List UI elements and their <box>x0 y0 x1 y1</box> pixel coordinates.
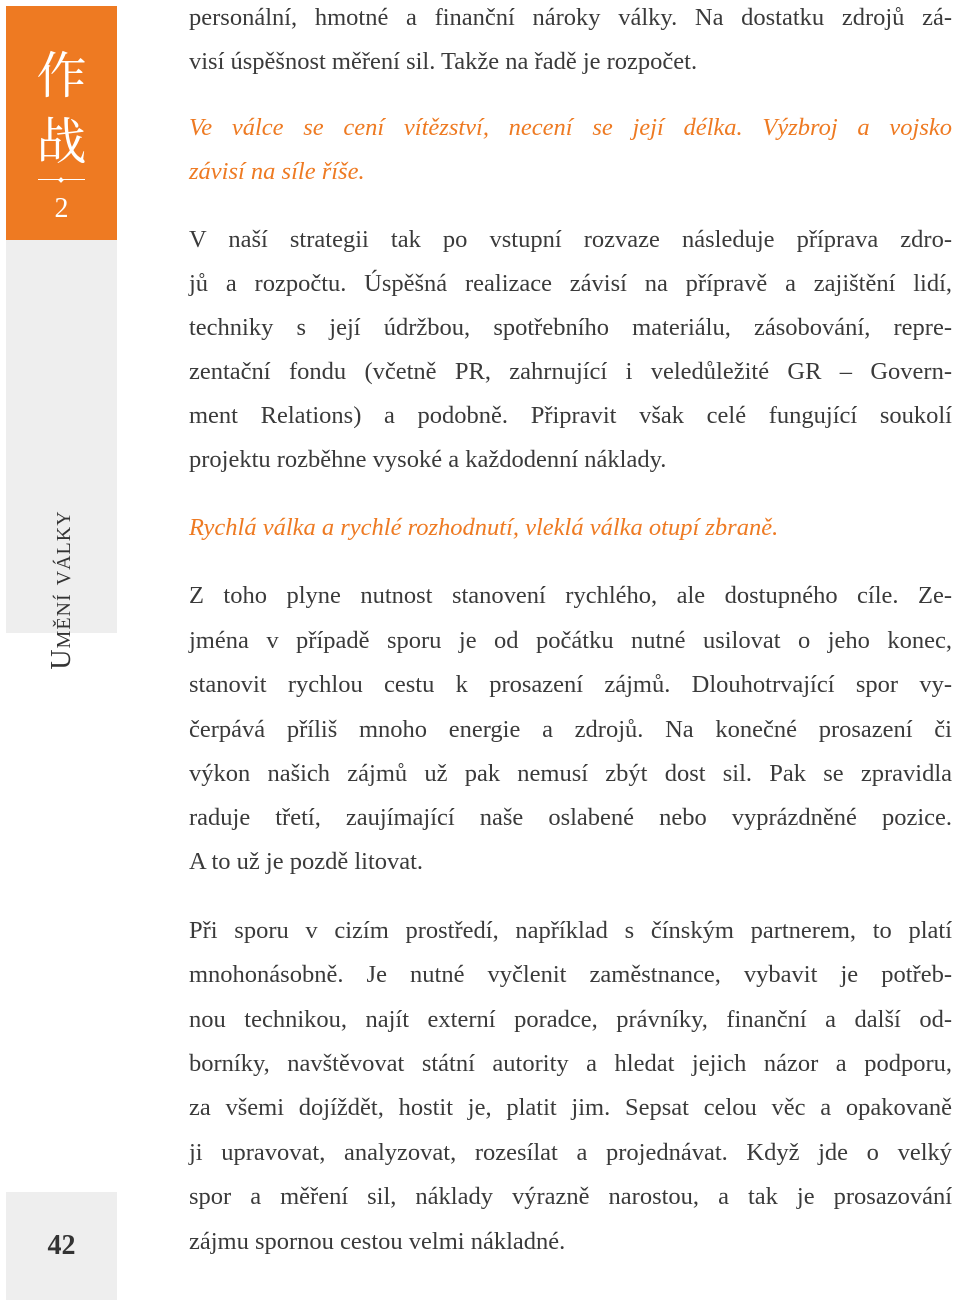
text-line: V naší strategii tak po vstupní rozvaze následuje příprava zdro- <box>189 226 952 253</box>
text-line: jména v případě sporu je od počátku nutné usilovat o jeho konec, <box>189 627 952 654</box>
text-line: raduje třetí, zaujímající naše oslabené nebo vyprázdněné pozice. <box>189 804 952 831</box>
chapter-kanji-1: 作 <box>36 47 87 105</box>
text-line: ment Relations) a podobně. Připravit však celé fungující soukolí <box>189 402 952 429</box>
text-line: personální, hmotné a finanční nároky války. Na dostatku zdrojů zá- <box>189 4 952 31</box>
text-line: Při sporu v cizím prostředí, například s čínským partnerem, to platí <box>189 917 952 944</box>
text-line: jů a rozpočtu. Úspěšná realizace závisí na přípravě a zajištění lidí, <box>189 270 952 297</box>
text-line: techniky s její údržbou, spotřebního materiálu, zásobování, repre- <box>189 314 952 341</box>
text-line: nou technikou, najít externí poradce, právníky, finanční a další od- <box>189 1006 952 1033</box>
text-line: ji upravovat, analyzovat, rozesílat a projednávat. Když jde o velký <box>189 1139 952 1166</box>
quote-line: Ve válce se cení vítězství, necení se její délka. Výzbroj a vojsko <box>189 114 952 141</box>
text-line: borníky, navštěvovat státní autority a hledat jejich názor a podporu, <box>189 1050 952 1077</box>
text-line: mnohonásobně. Je nutné vyčlenit zaměstnance, vybavit je potřeb- <box>189 961 952 988</box>
quote-line: Rychlá válka a rychlé rozhodnutí, vleklá válka otupí zbraně. <box>189 514 779 541</box>
text-line: projektu rozběhne vysoké a každodenní náklady. <box>189 446 667 473</box>
text-line: visí úspěšnost měření sil. Takže na řadě je rozpočet. <box>189 48 698 75</box>
page-number-box <box>6 1192 117 1300</box>
chapter-marker <box>6 6 117 240</box>
page-number: 42 <box>47 1230 76 1261</box>
chapter-kanji-2: 战 <box>36 113 87 171</box>
text-line: výkon našich zájmů už pak nemusí zbýt dost sil. Pak se zpravidla <box>189 760 952 787</box>
quote-line: závisí na síle říše. <box>189 158 365 185</box>
text-line: spor a měření sil, náklady výrazně narostou, a tak je prosazování <box>189 1183 952 1210</box>
text-line: zájmu spornou cestou velmi nákladné. <box>189 1228 566 1255</box>
book-title-band <box>6 240 117 670</box>
text-line: zentační fondu (včetně PR, zahrnující i veledůležité GR – Govern- <box>189 358 952 385</box>
text-line: A to už je pozdě litovat. <box>189 848 424 875</box>
text-line: za všemi dojíždět, hostit je, platit jim. Sepsat celou věc a opakovaně <box>189 1094 952 1121</box>
chapter-number: 2 <box>54 193 69 224</box>
text-line: stanovit rychlou cestu k prosazení zájmů. Dlouhotrvající spor vy- <box>189 671 952 698</box>
text-line: čerpává příliš mnoho energie a zdrojů. Na konečné prosazení či <box>189 716 952 743</box>
text-line: Z toho plyne nutnost stanovení rychlého, ale dostupného cíle. Ze- <box>189 582 952 609</box>
book-title: Umění války <box>46 510 77 670</box>
